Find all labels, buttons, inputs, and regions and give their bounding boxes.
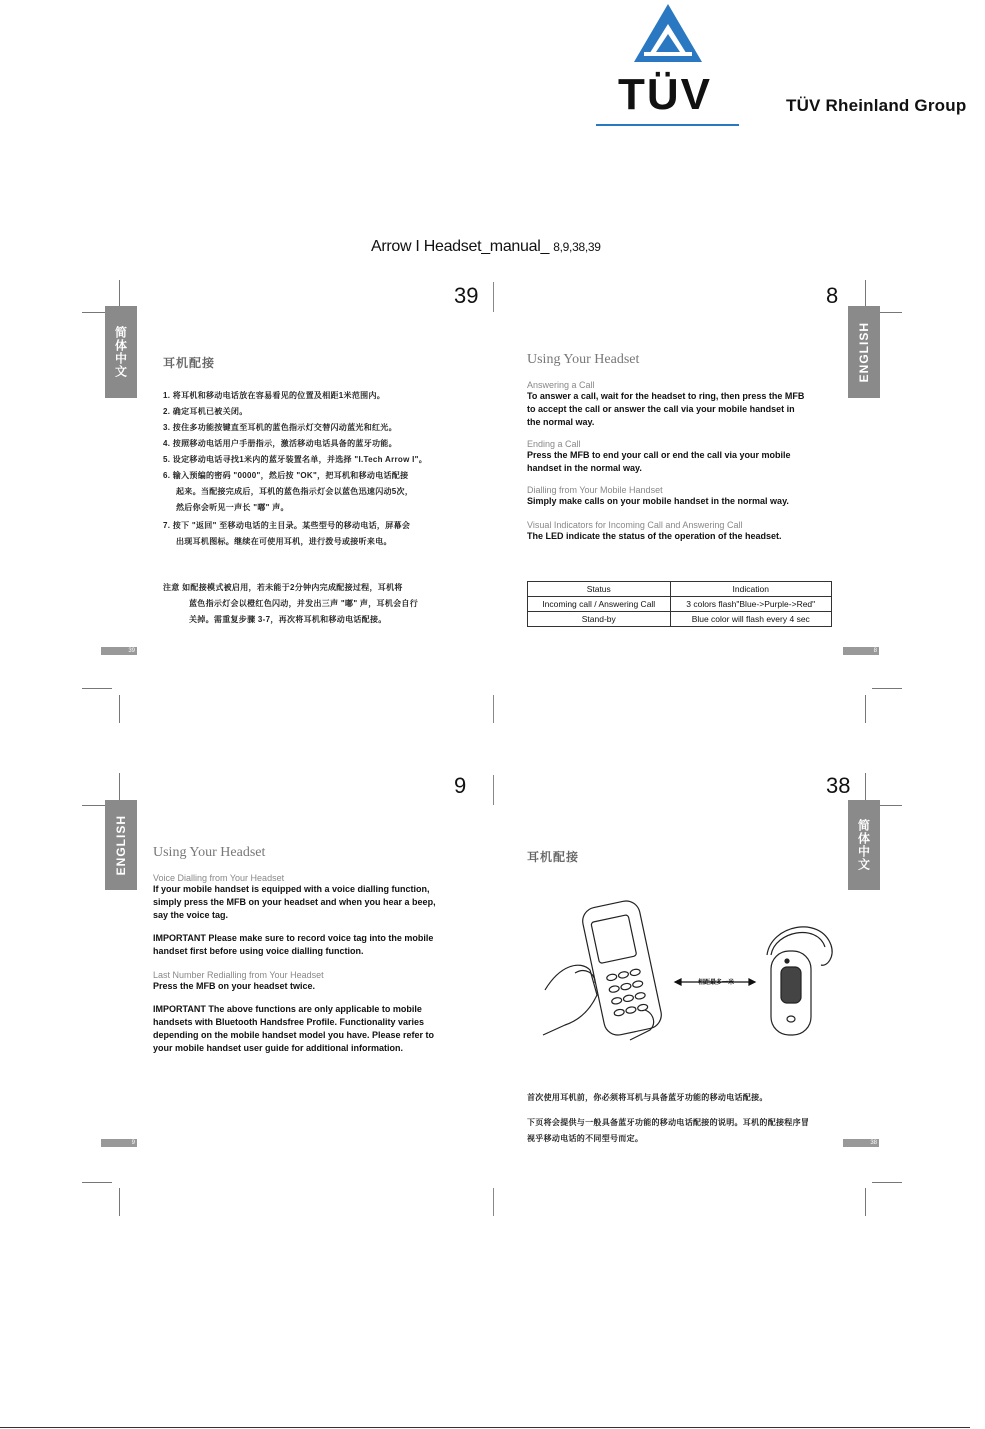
note-line: 下页将会提供与一般具备蓝牙功能的移动电话配接的说明。耳机的配接程序冒 (527, 1118, 810, 1127)
language-tab-chinese (848, 800, 880, 890)
page-number: 39 (454, 283, 479, 308)
table-cell: 3 colors flash"Blue->Purple->Red" (670, 597, 832, 612)
document-title-pages: 8,9,38,39 (553, 240, 601, 254)
body-line: say the voice tag. (153, 910, 229, 920)
page-footer-bar: 8 (843, 647, 879, 655)
crop-mark (865, 773, 866, 803)
table-cell: Stand-by (528, 612, 671, 627)
subheading: Voice Dialling from Your Headset (153, 873, 285, 883)
headset-icon (767, 927, 832, 1035)
document-title (371, 238, 601, 256)
page-footer-bar: 38 (843, 1139, 879, 1147)
language-tab-english (848, 306, 880, 398)
subheading: Visual Indicators for Incoming Call and Answering Call (527, 520, 743, 530)
body-line: handset in the normal way. (527, 463, 642, 473)
pairing-intro-line: 首次使用耳机前，你必须将耳机与具备蓝牙功能的移动电话配接。 (527, 1093, 768, 1102)
crop-mark (872, 1182, 902, 1183)
page-number: 8 (826, 283, 839, 308)
crop-mark (865, 695, 866, 723)
table-header: Indication (670, 582, 832, 597)
step-item: 5. 设定移动电话寻找1米内的蓝牙装置名单，并选择 "I.Tech Arrow I"。 (163, 455, 428, 464)
important-line: depending on the mobile handset model you have. Please refer to (153, 1030, 435, 1040)
language-tab-chinese (105, 306, 137, 398)
step-item: 3. 按住多功能按键直至耳机的蓝色指示灯交替闪动蓝光和红光。 (163, 423, 397, 432)
page-bottom-rule (0, 1427, 970, 1428)
table-cell: Blue color will flash every 4 sec (670, 612, 832, 627)
important-line: handsets with Bluetooth Handsfree Profile. Functionality varies (153, 1017, 425, 1027)
crop-mark (82, 1182, 112, 1183)
tuv-logo-text: TÜV (618, 70, 712, 119)
body-line: the normal way. (527, 417, 595, 427)
body-line: Press the MFB to end your call or end the call via your mobile (527, 450, 791, 460)
fold-mark (493, 282, 494, 312)
crop-mark (119, 773, 120, 803)
step-item: 4. 按照移动电话用户手册指示，激活移动电话具备的蓝牙功能。 (163, 439, 397, 448)
body-line: To answer a call, wait for the headset to ring, then press the MFB (527, 391, 805, 401)
led-status-table (527, 581, 832, 627)
page-number: 38 (826, 773, 851, 798)
pairing-steps (163, 388, 483, 550)
page-number: 9 (454, 773, 467, 798)
fold-mark (493, 695, 494, 723)
step-item: 2. 确定耳机已被关闭。 (163, 407, 248, 416)
note-line: 注意 如配接模式被启用，若未能于2分钟内完成配接过程，耳机将 (163, 583, 403, 592)
subheading: Last Number Redialling from Your Headset (153, 970, 324, 980)
body-line: simply press the MFB on your headset and when you hear a beep, (153, 897, 436, 907)
important-line: IMPORTANT The above functions are only applicable to mobile (153, 1004, 422, 1014)
note-line: 关掉。需重复步骤 3-7，再次将耳机和移动电话配接。 (189, 615, 387, 624)
step-item: 6. 输入预编的密码 "0000"，然后按 "OK"，把耳机和移动电话配接 (163, 471, 409, 480)
document-title-main: Arrow I Headset_manual_ (371, 238, 550, 255)
pairing-note (163, 580, 483, 628)
note-line: 蓝色指示灯会以橙红色闪动，并发出三声 "嘟" 声，耳机会自行 (189, 599, 419, 608)
tuv-logo (596, 0, 740, 126)
page-footer-bar: 39 (101, 647, 137, 655)
fold-mark (493, 775, 494, 805)
page-footer-bar: 9 (101, 1139, 137, 1147)
crop-mark (119, 1188, 120, 1216)
table-header-row (528, 582, 832, 597)
crop-mark (119, 695, 120, 723)
crop-mark (82, 688, 112, 689)
table-cell: Incoming call / Answering Call (528, 597, 671, 612)
body-line: The LED indicate the status of the operation of the headset. (527, 531, 782, 541)
step-item: 出现耳机图标。继续在可使用耳机，进行拨号或接听来电。 (176, 537, 392, 546)
important-line: your mobile handset user guide for additional information. (153, 1043, 404, 1053)
body-line: to accept the call or answer the call via your mobile handset in (527, 404, 795, 414)
subheading: Dialling from Your Mobile Handset (527, 485, 663, 495)
step-item: 然后你会听见一声长 "嘟" 声。 (176, 503, 289, 512)
note-line: 视乎移动电话的不同型号而定。 (527, 1134, 644, 1143)
fold-mark (493, 1188, 494, 1216)
subheading: Ending a Call (527, 439, 581, 449)
company-name: TÜV Rheinland Group (786, 96, 967, 115)
table-row (528, 597, 832, 612)
table-row (528, 612, 832, 627)
step-item: 起来。当配接完成后，耳机的蓝色指示灯会以蓝色迅速闪动5次， (176, 487, 414, 496)
mobile-phone-icon (543, 898, 664, 1040)
crop-mark (872, 688, 902, 689)
phone-headset-illustration (535, 895, 845, 1045)
section-body (527, 380, 837, 543)
section-title: Using Your Headset (527, 352, 640, 367)
pairing-next-page-note (527, 1115, 857, 1147)
section-title: Using Your Headset (153, 845, 266, 860)
tab-label: 简体中文 (856, 819, 871, 871)
table-header: Status (528, 582, 671, 597)
body-line: Press the MFB on your headset twice. (153, 981, 316, 991)
important-line: handset first before using voice dialling function. (153, 946, 364, 956)
language-tab-english (105, 800, 137, 890)
tab-label: 简体中文 (113, 326, 128, 378)
tab-label: ENGLISH (857, 321, 871, 383)
section-title: 耳机配接 (527, 850, 580, 864)
step-item: 1. 将耳机和移动电话放在容易看见的位置及相距1米范围内。 (163, 391, 386, 400)
step-item: 7. 按下 "返回" 至移动电话的主目录。某些型号的移动电话，屏幕会 (163, 521, 411, 530)
section-body (153, 873, 463, 1055)
pairing-illustration (535, 895, 845, 1045)
body-line: If your mobile handset is equipped with a voice dialling function, (153, 884, 430, 894)
logo-underline (596, 124, 739, 126)
body-line: Simply make calls on your mobile handset in the normal way. (527, 496, 789, 506)
important-line: IMPORTANT Please make sure to record voice tag into the mobile (153, 933, 434, 943)
subheading: Answering a Call (527, 380, 595, 390)
tab-label: ENGLISH (114, 814, 128, 876)
section-title: 耳机配接 (163, 356, 216, 370)
crop-mark (865, 1188, 866, 1216)
distance-label: 相距最多一米 (697, 980, 734, 986)
